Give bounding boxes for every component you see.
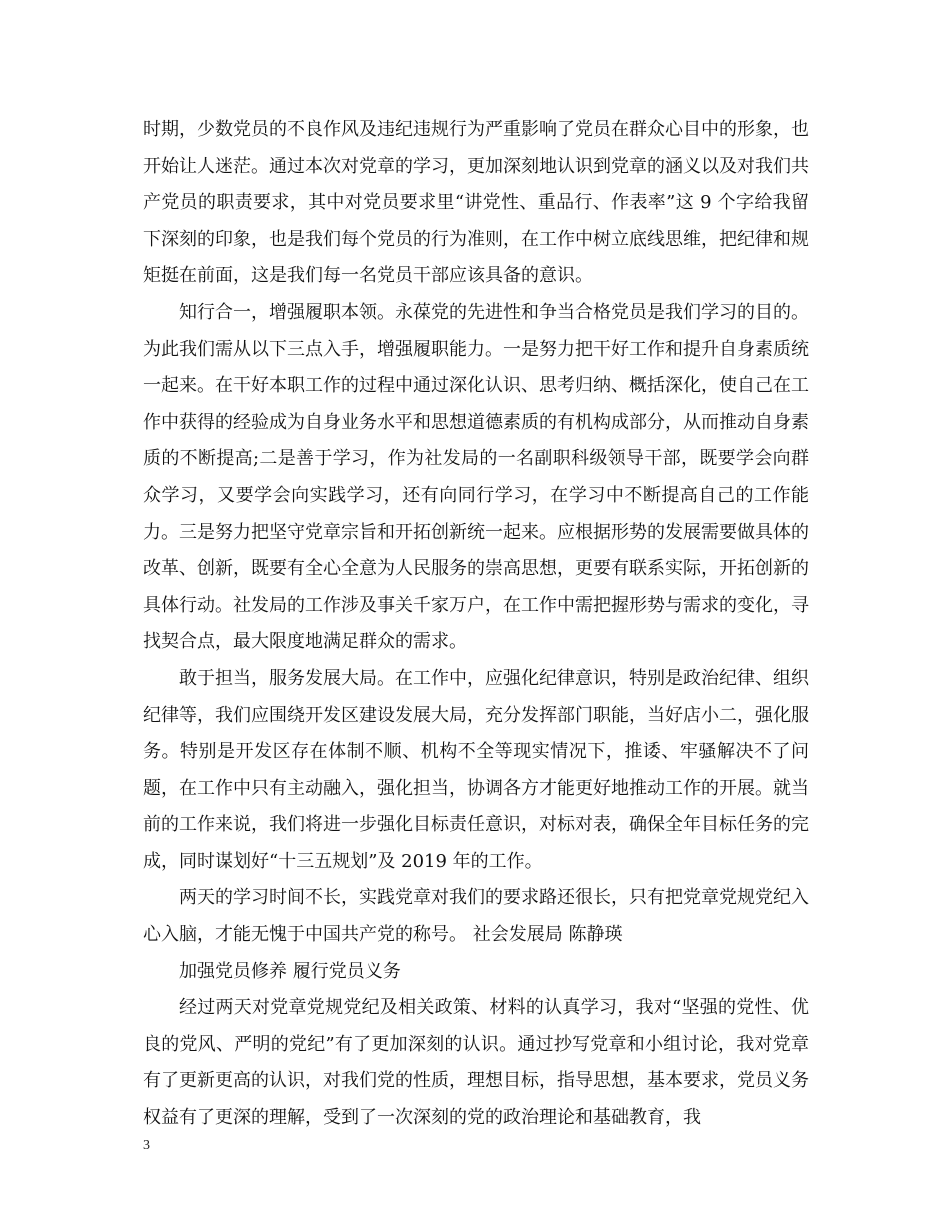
page-number: 3 bbox=[143, 1138, 150, 1153]
paragraph-ganyudandang: 敢于担当，服务发展大局。在工作中，应强化纪律意识，特别是政治纪律、组织纪律等，我们应围绕开发区建设发展大局，充分发挥部门职能，当好店小二，强化服务。特别是开发区存在体制不顺、机构不全等现实情况下，推诿、牢骚解决不了问题，在工作中只有主动融入，强化担当，协调各方才能更好地推动工作的开展。就当前的工作来说，我们将进一步强化目标责任意识，对标对表，确保全年目标任务的完成，同时谋划好“十三五规划”及 2019 年的工作。 bbox=[143, 667, 809, 872]
section-heading: 加强党员修养 履行党员义务 bbox=[179, 960, 401, 982]
paragraph-new-section: 经过两天对党章党规党纪及相关政策、材料的认真学习，我对“坚强的党性、优良的党风、严明的党纪”有了更加深刻的认识。通过抄写党章和小组讨论，我对党章有了更新更高的认识，对我们党的性质，理想目标，指导思想，基本要求，党员义务权益有了更深的理解，受到了一次深刻的党的政治理论和基础教育，我 bbox=[143, 997, 809, 1129]
paragraph-zhixingheyi: 知行合一，增强履职本领。永葆党的先进性和争当合格党员是我们学习的目的。为此我们需从以下三点入手，增强履职能力。一是努力把干好工作和提升自身素质统一起来。在干好本职工作的过程中通过深化认识、思考归纳、概括深化，使自己在工作中获得的经验成为自身业务水平和思想道德素质的有机构成部分，从而推动自身素质的不断提高;二是善于学习，作为社发局的一名副职科级领导干部，既要学会向群众学习，又要学会向实践学习，还有向同行学习，在学习中不断提高自己的工作能力。三是努力把坚守党章宗旨和开拓创新统一起来。应根据形势的发展需要做具体的改革、创新，既要有全心全意为人民服务的崇高思想，更要有联系实际，开拓创新的具体行动。社发局的工作涉及事关千家万户，在工作中需把握形势与需求的变化，寻找契合点，最大限度地满足群众的需求。 bbox=[143, 301, 809, 653]
paragraph-conclusion-signature: 两天的学习时间不长，实践党章对我们的要求路还很长，只有把党章党规党纪入心入脑，才能无愧于中国共产党的称号。 社会发展局 陈静瑛 bbox=[143, 887, 809, 946]
paragraph-continuation: 时期，少数党员的不良作风及违纪违规行为严重影响了党员在群众心目中的形象，也开始让人迷茫。通过本次对党章的学习，更加深刻地认识到党章的涵义以及对我们共产党员的职责要求，其中对党员要求里“讲党性、重品行、作表率”这 9 个字给我留下深刻的印象，也是我们每个党员的行为准则，在工作中树立底线思维，把纪律和规矩挺在前面，这是我们每一名党员干部应该具备的意识。 bbox=[143, 119, 809, 287]
document-body bbox=[143, 112, 809, 1137]
